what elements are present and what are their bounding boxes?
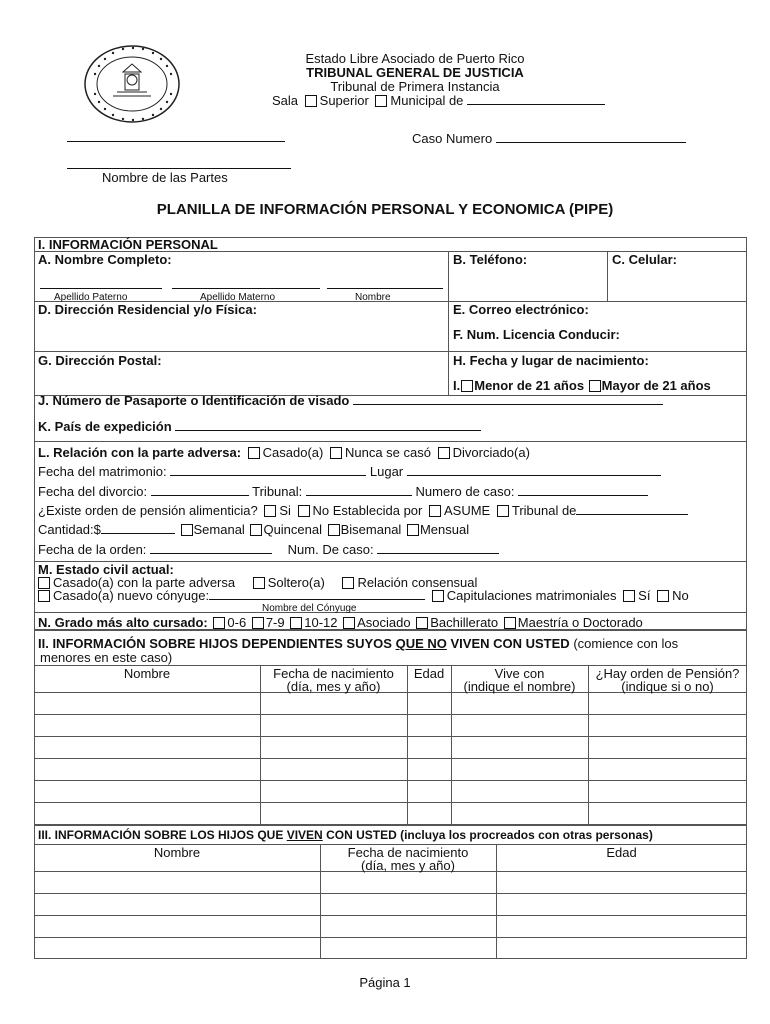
section3-heading-b: CON USTED: [326, 828, 397, 842]
pension-si-label: Si: [279, 503, 291, 518]
header-line3: Tribunal de Primera Instancia: [330, 79, 500, 94]
tribunal-de-checkbox[interactable]: [497, 505, 509, 517]
municipal-checkbox[interactable]: [375, 95, 387, 107]
partes-line-2[interactable]: [67, 168, 291, 169]
fecha-divorcio-input[interactable]: [151, 484, 249, 496]
section3-heading-a: III. INFORMACIÓN SOBRE LOS HIJOS QUE: [38, 828, 284, 842]
caso-row: [412, 131, 686, 146]
nacimiento-label: H. Fecha y lugar de nacimiento:: [453, 353, 649, 368]
soltero-label: Soltero(a): [267, 575, 325, 590]
s2-col-orden-2: (indique si o no): [621, 679, 714, 694]
num-caso-input[interactable]: [377, 542, 499, 554]
s2-col-orden-1: ¿Hay orden de Pensión?: [595, 666, 740, 681]
fecha-orden-label: Fecha de la orden:: [38, 542, 147, 557]
celular-label: C. Celular:: [612, 252, 678, 267]
partes-line-1[interactable]: [67, 141, 285, 142]
page-number: Página 1: [359, 975, 411, 990]
municipal-input[interactable]: [467, 93, 605, 105]
grado-0-6-label: 0-6: [227, 615, 247, 630]
licencia-label: F. Num. Licencia Conducir:: [453, 327, 620, 342]
s3-col-fecha-2: (día, mes y año): [361, 858, 455, 873]
tribunal-input[interactable]: [306, 484, 412, 496]
mensual-label: Mensual: [419, 522, 470, 537]
relacion-row: [38, 445, 530, 460]
pais-input[interactable]: [175, 419, 481, 431]
cap-no-checkbox[interactable]: [657, 590, 669, 602]
relacion-label: L. Relación con la parte adversa:: [38, 445, 242, 460]
nombre-label: A. Nombre Completo:: [38, 252, 172, 267]
numero-caso-input[interactable]: [518, 484, 648, 496]
divorciado-label: Divorciado(a): [452, 445, 530, 460]
numero-caso-label: Numero de caso:: [415, 484, 515, 499]
header-line2: TRIBUNAL GENERAL DE JUSTICIA: [306, 65, 524, 80]
establecida-label: Establecida por: [332, 503, 423, 518]
grado-10-12-checkbox[interactable]: [290, 617, 302, 629]
bachillerato-label: Bachillerato: [430, 615, 499, 630]
casado-parte-label: Casado(a) con la parte adversa: [53, 575, 236, 590]
s2-col-vive-1: Vive con: [494, 666, 545, 681]
sala-row: [272, 93, 605, 108]
quincenal-checkbox[interactable]: [250, 524, 262, 536]
fecha-matrimonio-input[interactable]: [170, 464, 366, 476]
pasaporte-row: [38, 393, 663, 408]
section2-heading-b: VIVEN CON USTED: [450, 636, 570, 651]
maestria-checkbox[interactable]: [504, 617, 516, 629]
pasaporte-label: J. Número de Pasaporte o Identificación de visado: [38, 393, 350, 408]
apellido-paterno-input[interactable]: [40, 288, 162, 289]
consensual-label: Relación consensual: [357, 575, 478, 590]
divorciado-checkbox[interactable]: [438, 447, 450, 459]
sala-label: Sala: [272, 93, 299, 108]
edad-row: [453, 378, 711, 393]
grado-row: [38, 615, 643, 630]
grado-7-9-label: 7-9: [265, 615, 285, 630]
caso-label: Caso Numero: [412, 131, 493, 146]
maestria-label: Maestría o Doctorado: [517, 615, 643, 630]
casado-label: Casado(a): [262, 445, 324, 460]
nombre-conyuge-caption: Nombre del Cónyuge: [262, 603, 357, 614]
s2-col-vive-2: (indique el nombre): [463, 679, 576, 694]
conyuge-input[interactable]: [209, 588, 425, 600]
mensual-checkbox[interactable]: [407, 524, 419, 536]
pension-no-checkbox[interactable]: [298, 505, 310, 517]
mayor-checkbox[interactable]: [589, 380, 601, 392]
section2-heading-d: menores en este caso): [40, 650, 173, 665]
apellido-materno-caption: Apellido Materno: [200, 292, 276, 303]
section3-heading-c: (incluya los procreados con otras personas): [400, 828, 653, 842]
municipal-label: Municipal de: [390, 93, 464, 108]
casado-checkbox[interactable]: [248, 447, 260, 459]
semanal-label: Semanal: [193, 522, 245, 537]
pension-si-checkbox[interactable]: [264, 505, 276, 517]
s2-col-nombre: Nombre: [123, 666, 171, 681]
nuevo-conyuge-label: Casado(a) nuevo cónyuge:: [53, 588, 210, 603]
fecha-orden-input[interactable]: [150, 542, 272, 554]
capitulaciones-label: Capitulaciones matrimoniales: [446, 588, 617, 603]
asume-label: ASUME: [444, 503, 491, 518]
s3-col-nombre: Nombre: [153, 845, 201, 860]
fecha-matrimonio-label: Fecha del matrimonio:: [38, 464, 167, 479]
bisemanal-label: Bisemanal: [340, 522, 402, 537]
pais-label: K. País de expedición: [38, 419, 172, 434]
s2-col-fecha-1: Fecha de nacimiento: [273, 666, 394, 681]
s3-col-fecha-1: Fecha de nacimiento: [347, 845, 469, 860]
matrimonio-row: [38, 464, 661, 479]
menor-checkbox[interactable]: [461, 380, 473, 392]
cap-no-label: No: [672, 588, 689, 603]
asociado-label: Asociado: [357, 615, 411, 630]
asociado-checkbox[interactable]: [343, 617, 355, 629]
correo-label: E. Correo electrónico:: [453, 302, 589, 317]
estado-civil-label: M. Estado civil actual:: [38, 562, 174, 577]
caso-input[interactable]: [496, 131, 686, 143]
cap-si-label: Sí: [638, 588, 651, 603]
pasaporte-input[interactable]: [353, 393, 663, 405]
semanal-checkbox[interactable]: [181, 524, 193, 536]
nuevo-conyuge-checkbox[interactable]: [38, 590, 50, 602]
divorcio-row: [38, 484, 648, 499]
fecha-orden-row: [38, 542, 499, 557]
cantidad-row: [38, 522, 469, 537]
cantidad-input[interactable]: [101, 522, 175, 534]
section2-heading-c: (comience con los: [573, 636, 679, 651]
capitulaciones-checkbox[interactable]: [432, 590, 444, 602]
asume-checkbox[interactable]: [429, 505, 441, 517]
quincenal-label: Quincenal: [263, 522, 322, 537]
superior-label: Superior: [319, 93, 369, 108]
grado-7-9-checkbox[interactable]: [252, 617, 264, 629]
existe-orden-label: ¿Existe orden de pensión alimenticia?: [38, 503, 258, 518]
menor-label: Menor de 21 años: [474, 378, 585, 393]
header-line1: Estado Libre Asociado de Puerto Rico: [305, 51, 525, 66]
apellido-materno-input[interactable]: [172, 288, 320, 289]
fecha-divorcio-label: Fecha del divorcio:: [38, 484, 148, 499]
num-caso-label: Num. De caso:: [287, 542, 374, 557]
superior-checkbox[interactable]: [305, 95, 317, 107]
tribunal-label: Tribunal:: [252, 484, 303, 499]
apellido-paterno-caption: Apellido Paterno: [54, 292, 128, 303]
pension-no-label: No: [312, 503, 330, 518]
nunca-label: Nunca se casó: [344, 445, 431, 460]
direccion-postal-label: G. Dirección Postal:: [38, 353, 162, 368]
grado-10-12-label: 10-12: [304, 615, 338, 630]
section3-heading-viven: VIVEN: [286, 828, 323, 842]
mayor-label: Mayor de 21 años: [601, 378, 711, 393]
section1-heading: I. INFORMACIÓN PERSONAL: [38, 237, 218, 252]
tribunal-de-label: Tribunal de: [511, 503, 577, 518]
bachillerato-checkbox[interactable]: [416, 617, 428, 629]
edad-prefix: I.: [453, 378, 461, 393]
section2-heading: [38, 636, 678, 651]
s2-col-fecha-2: (día, mes y año): [286, 679, 381, 694]
court-seal: [83, 44, 181, 124]
grado-0-6-checkbox[interactable]: [213, 617, 225, 629]
bisemanal-checkbox[interactable]: [328, 524, 340, 536]
cap-si-checkbox[interactable]: [623, 590, 635, 602]
nombre-caption: Nombre: [355, 292, 391, 303]
telefono-label: B. Teléfono:: [453, 252, 528, 267]
s2-col-edad: Edad: [413, 666, 445, 681]
s3-col-edad: Edad: [606, 845, 637, 860]
section2-heading-a: II. INFORMACIÓN SOBRE HIJOS DEPENDIENTES SUYOS: [38, 636, 392, 651]
estado-civil-row2: [35, 588, 689, 603]
grado-label: N. Grado más alto cursado:: [38, 615, 208, 630]
lugar-input[interactable]: [407, 464, 661, 476]
nombre-input[interactable]: [327, 288, 443, 289]
pais-row: [38, 419, 481, 434]
section3-heading: [38, 828, 653, 843]
lugar-label: Lugar: [369, 464, 404, 479]
page-title: PLANILLA DE INFORMACIÓN PERSONAL Y ECONOMICA (PIPE): [156, 201, 614, 218]
section2-heading-que-no: QUE NO: [395, 636, 447, 651]
tribunal-de-input[interactable]: [576, 503, 688, 515]
partes-label: Nombre de las Partes: [102, 170, 228, 185]
cantidad-label: Cantidad:$: [38, 522, 101, 537]
nunca-checkbox[interactable]: [330, 447, 342, 459]
pension-row: [38, 503, 688, 518]
direccion-residencial-label: D. Dirección Residencial y/o Física:: [38, 302, 257, 317]
